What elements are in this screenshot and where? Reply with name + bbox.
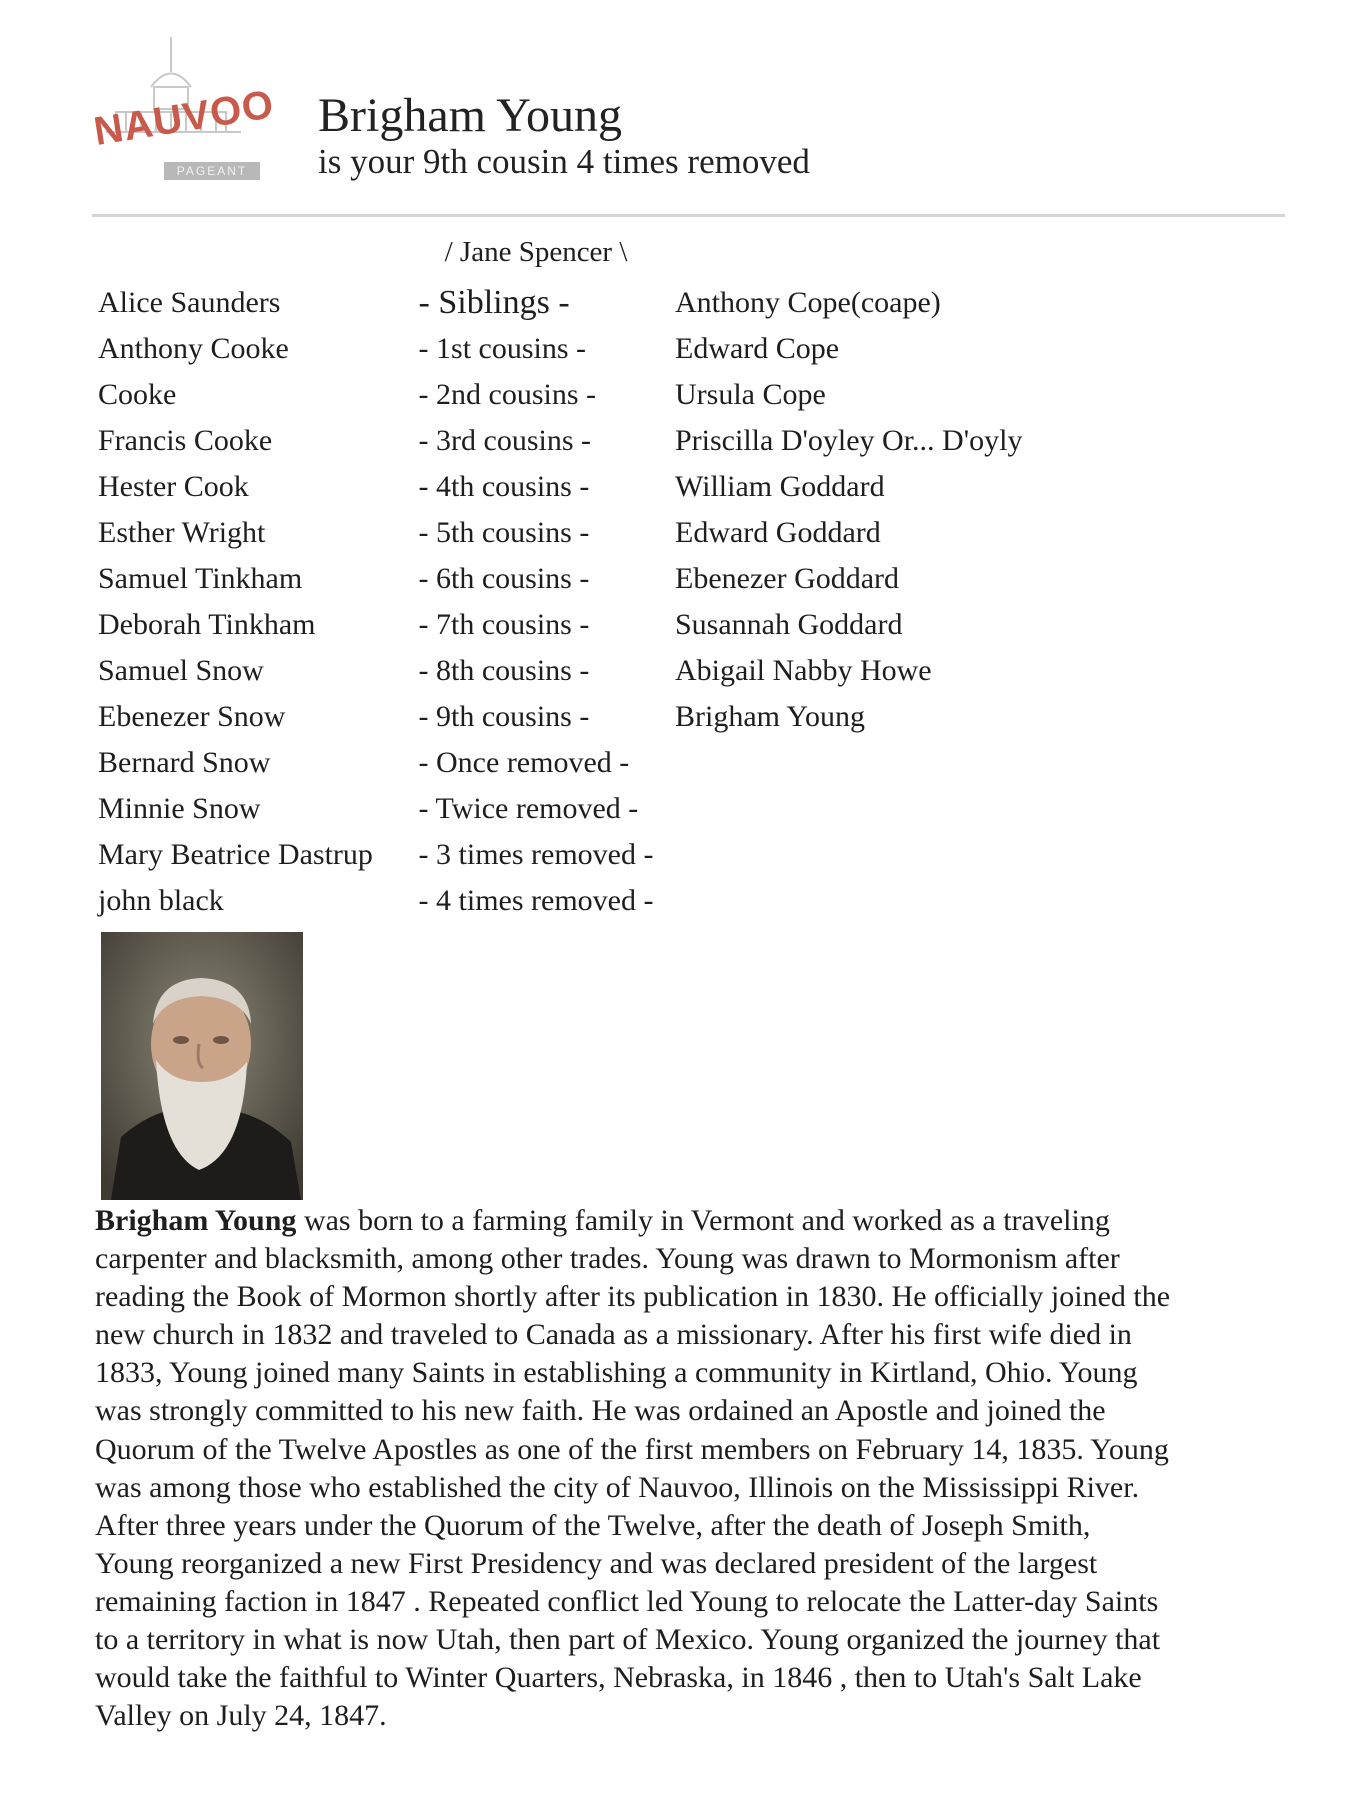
relation-label: - 3 times removed -	[418, 838, 654, 871]
ancestor-line-left	[98, 283, 373, 927]
bio-line: carpenter and blacksmith, among other trades. Young was drawn to Mormonism after	[95, 1242, 1120, 1276]
relation-label: - Siblings -	[418, 284, 570, 321]
bio-line: Valley on July 24, 1847.	[95, 1699, 387, 1733]
left-person: Esther Wright	[98, 516, 266, 549]
bio-line: After three years under the Quorum of the Twelve, after the death of Joseph Smith,	[95, 1508, 1091, 1542]
left-person: Deborah Tinkham	[98, 608, 316, 641]
left-person: Alice Saunders	[98, 286, 281, 319]
left-person: Anthony Cooke	[98, 332, 289, 365]
right-person: Brigham Young	[675, 700, 866, 733]
right-person: Anthony Cope(coape)	[675, 286, 941, 319]
relation-label: - 1st cousins -	[418, 332, 587, 365]
left-person: Samuel Snow	[98, 654, 264, 687]
brigham-young-portrait	[101, 932, 303, 1200]
bio-line	[95, 1202, 1295, 1240]
left-person: Hester Cook	[98, 470, 249, 503]
right-person: Susannah Goddard	[675, 608, 903, 641]
bio-name: Brigham Young	[95, 1204, 297, 1237]
relationship-summary: is your 9th cousin 4 times removed	[318, 142, 810, 181]
left-person: Francis Cooke	[98, 424, 273, 457]
page-title: Brigham Young	[318, 89, 623, 142]
left-person: Mary Beatrice Dastrup	[98, 838, 373, 871]
left-person: Samuel Tinkham	[98, 562, 303, 595]
relation-label: - 4th cousins -	[418, 470, 590, 503]
left-person: Minnie Snow	[98, 792, 261, 825]
bio-line: would take the faithful to Winter Quarters, Nebraska, in 1846 , then to Utah's Salt Lake	[95, 1661, 1142, 1695]
bio-line: Young reorganized a new First Presidency and was declared president of the largest	[95, 1546, 1098, 1580]
relation-label: - 8th cousins -	[418, 654, 590, 687]
left-person: john black	[98, 884, 224, 917]
right-person: William Goddard	[675, 470, 885, 503]
relation-label: - 9th cousins -	[418, 700, 590, 733]
common-ancestor: / Jane Spencer \	[444, 236, 628, 268]
bio-line: new church in 1832 and traveled to Canada as a missionary. After his first wife died in	[95, 1318, 1132, 1352]
right-person: Edward Goddard	[675, 516, 881, 549]
right-person: Ebenezer Goddard	[675, 562, 900, 595]
left-person: Ebenezer Snow	[98, 700, 286, 733]
bio-line: to a territory in what is now Utah, then part of Mexico. Young organized the journey that	[95, 1623, 1161, 1657]
left-person: Cooke	[98, 378, 177, 411]
bio-text: was born to a farming family in Vermont and worked as a traveling	[296, 1204, 1110, 1237]
ancestor-line-right	[675, 283, 1022, 743]
relation-label: - 6th cousins -	[418, 562, 590, 595]
nauvoo-pageant-logo	[90, 32, 278, 182]
right-person: Edward Cope	[675, 332, 840, 365]
relation-label: - 3rd cousins -	[418, 424, 592, 457]
header-divider	[92, 214, 1285, 217]
relation-label: - Twice removed -	[418, 792, 639, 825]
right-person: Priscilla D'oyley Or... D'oyly	[675, 424, 1023, 457]
bio-line: was strongly committed to his new faith. He was ordained an Apostle and joined the	[95, 1394, 1106, 1428]
right-person: Abigail Nabby Howe	[675, 654, 932, 687]
bio-line: reading the Book of Mormon shortly after its publication in 1830. He officially joined the	[95, 1280, 1171, 1314]
bio-line: Quorum of the Twelve Apostles as one of the first members on February 14, 1835. Young	[95, 1432, 1169, 1466]
biography-paragraph	[95, 1202, 1295, 1735]
relation-label: - 5th cousins -	[418, 516, 590, 549]
relation-label: - 2nd cousins -	[418, 378, 597, 411]
left-person: Bernard Snow	[98, 746, 271, 779]
logo-band: PAGEANT	[164, 162, 260, 180]
bio-line: remaining faction in 1847 . Repeated conflict led Young to relocate the Latter-day Saints	[95, 1584, 1159, 1618]
relation-label: - Once removed -	[418, 746, 630, 779]
logo-wordmark: NAUVOO	[90, 82, 278, 155]
relation-label: - 7th cousins -	[418, 608, 590, 641]
bio-line: 1833, Young joined many Saints in establishing a community in Kirtland, Ohio. Young	[95, 1356, 1138, 1390]
relation-label: - 4 times removed -	[418, 884, 654, 917]
bio-line: was among those who established the city of Nauvoo, Illinois on the Mississippi River.	[95, 1470, 1140, 1504]
right-person: Ursula Cope	[675, 378, 826, 411]
